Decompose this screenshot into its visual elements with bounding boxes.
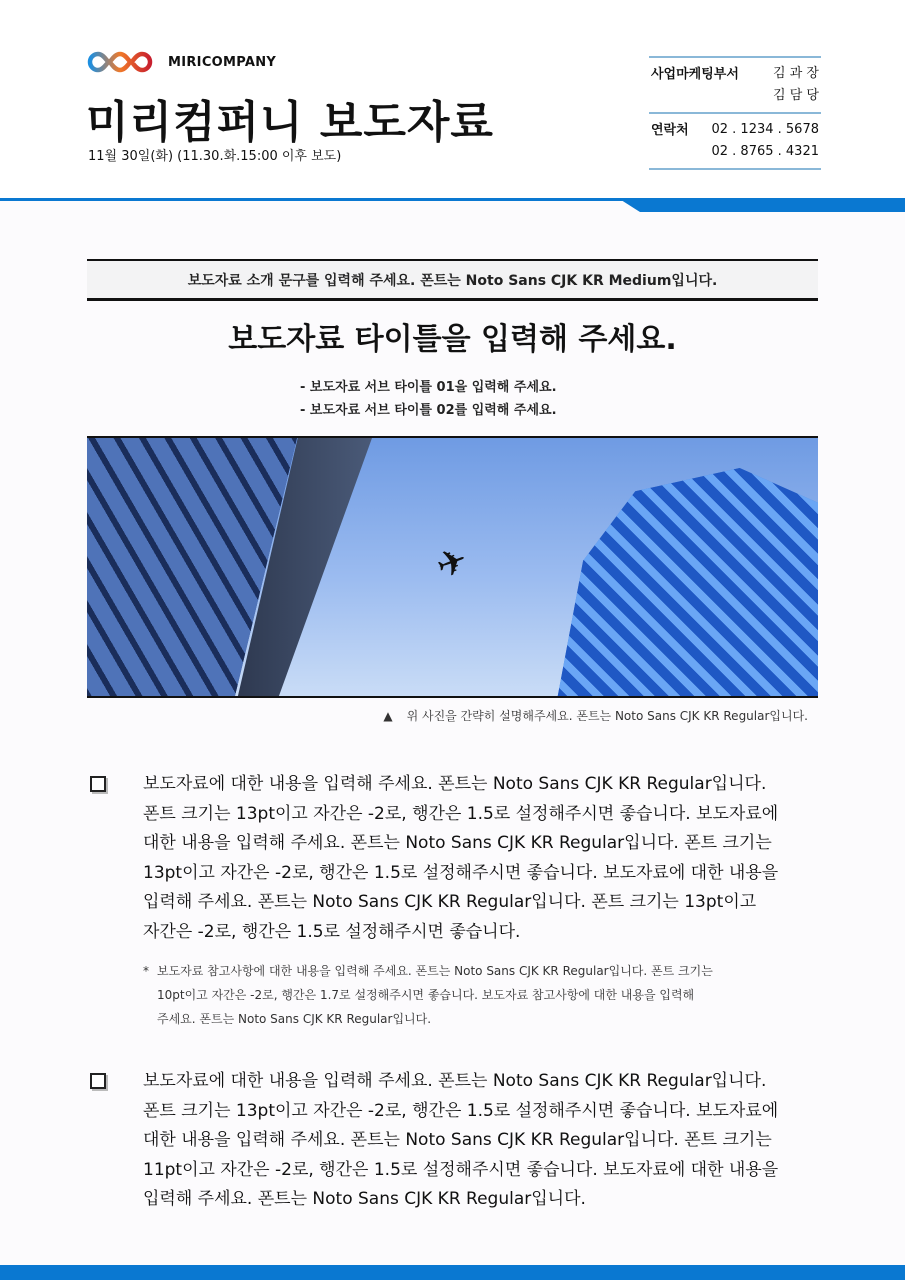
text-line: 대한 내용을 입력해 주세요. 폰트는 Noto Sans CJK KR Regular입니다. 폰트 크기는 xyxy=(143,1130,772,1150)
department-label: 사업마케팅부서 xyxy=(651,67,739,82)
photo-caption xyxy=(383,707,808,724)
phone-number: 02 . 8765 . 4321 xyxy=(711,144,819,159)
infinity-logo-icon xyxy=(86,50,156,74)
press-photo xyxy=(87,436,818,698)
divider xyxy=(649,168,821,170)
header xyxy=(0,0,905,200)
department-row xyxy=(649,56,821,112)
note-line: 10pt이고 자간은 -2로, 행간은 1.7로 설정해주시면 좋습니다. 보도자료 참고사항에 대한 내용을 입력해 xyxy=(157,988,695,1002)
text-line: 11pt이고 자간은 -2로, 행간은 1.5로 설정해주시면 좋습니다. 보도자료에 대한 내용을 xyxy=(143,1159,779,1180)
intro-box xyxy=(87,259,818,301)
text-line: 폰트 크기는 13pt이고 자간은 -2로, 행간은 1.5로 설정해주시면 좋습니다. 보도자료에 xyxy=(143,803,779,824)
content-item xyxy=(87,1067,827,1215)
header-accent-bar xyxy=(618,198,905,212)
text-line: 폰트 크기는 13pt이고 자간은 -2로, 행간은 1.5로 설정해주시면 좋습니다. 보도자료에 xyxy=(143,1100,779,1121)
text-line: 대한 내용을 입력해 주세요. 폰트는 Noto Sans CJK KR Regular입니다. 폰트 크기는 xyxy=(143,833,772,853)
text-line: 입력해 주세요. 폰트는 Noto Sans CJK KR Regular입니다. 폰트 크기는 13pt이고 xyxy=(143,892,757,912)
phone-label: 연락처 xyxy=(651,123,689,138)
airplane-icon: ✈ xyxy=(430,539,474,588)
text-line: 자간은 -2로, 행간은 1.5로 설정해주시면 좋습니다. xyxy=(143,921,521,942)
subtitles xyxy=(300,376,557,422)
text-line: 보도자료에 대한 내용을 입력해 주세요. 폰트는 Noto Sans CJK KR Regular입니다. xyxy=(143,1071,767,1091)
contact-name: 김 과 장 xyxy=(773,66,819,81)
checkbox[interactable] xyxy=(90,1073,106,1089)
contact-name: 김 담 당 xyxy=(773,88,819,103)
release-date: 11월 30일(화) (11.30.화.15:00 이후 보도) xyxy=(88,149,342,164)
text-line: 입력해 주세요. 폰트는 Noto Sans CJK KR Regular입니다. xyxy=(143,1189,586,1209)
triangle-up-icon: ▲ xyxy=(383,709,393,723)
text-line: 보도자료에 대한 내용을 입력해 주세요. 폰트는 Noto Sans CJK KR Regular입니다. xyxy=(143,774,767,794)
reference-note xyxy=(143,959,827,1031)
building-right xyxy=(557,468,818,698)
company-logo xyxy=(86,50,276,74)
press-title: 보도자료 타이틀을 입력해 주세요. xyxy=(228,322,677,357)
phone-row xyxy=(649,112,821,168)
company-name: MIRICOMPANY xyxy=(168,54,277,70)
content-paragraph xyxy=(143,1067,827,1215)
checkbox[interactable] xyxy=(90,776,106,792)
footer-bar xyxy=(0,1265,905,1280)
subtitle: - 보도자료 서브 타이틀 01을 입력해 주세요. xyxy=(300,380,557,395)
content-item xyxy=(87,770,827,1031)
note-line: 주세요. 폰트는 Noto Sans CJK KR Regular입니다. xyxy=(157,1012,432,1026)
page-title: 미리컴퍼니 보도자료 xyxy=(86,97,494,148)
note-line: 보도자료 참고사항에 대한 내용을 입력해 주세요. 폰트는 Noto Sans CJK KR Regular입니다. 폰트 크기는 xyxy=(157,964,713,978)
content-paragraph xyxy=(143,770,827,947)
subtitle: - 보도자료 서브 타이틀 02를 입력해 주세요. xyxy=(300,403,557,418)
asterisk: * xyxy=(143,964,149,978)
caption-text: 위 사진을 간략히 설명해주세요. 폰트는 Noto Sans CJK KR Regular입니다. xyxy=(406,709,808,723)
contact-table xyxy=(649,56,821,170)
text-line: 13pt이고 자간은 -2로, 행간은 1.5로 설정해주시면 좋습니다. 보도자료에 대한 내용을 xyxy=(143,862,779,883)
intro-text: 보도자료 소개 문구를 입력해 주세요. 폰트는 Noto Sans CJK KR Medium입니다. xyxy=(187,272,718,289)
phone-number: 02 . 1234 . 5678 xyxy=(711,122,819,137)
